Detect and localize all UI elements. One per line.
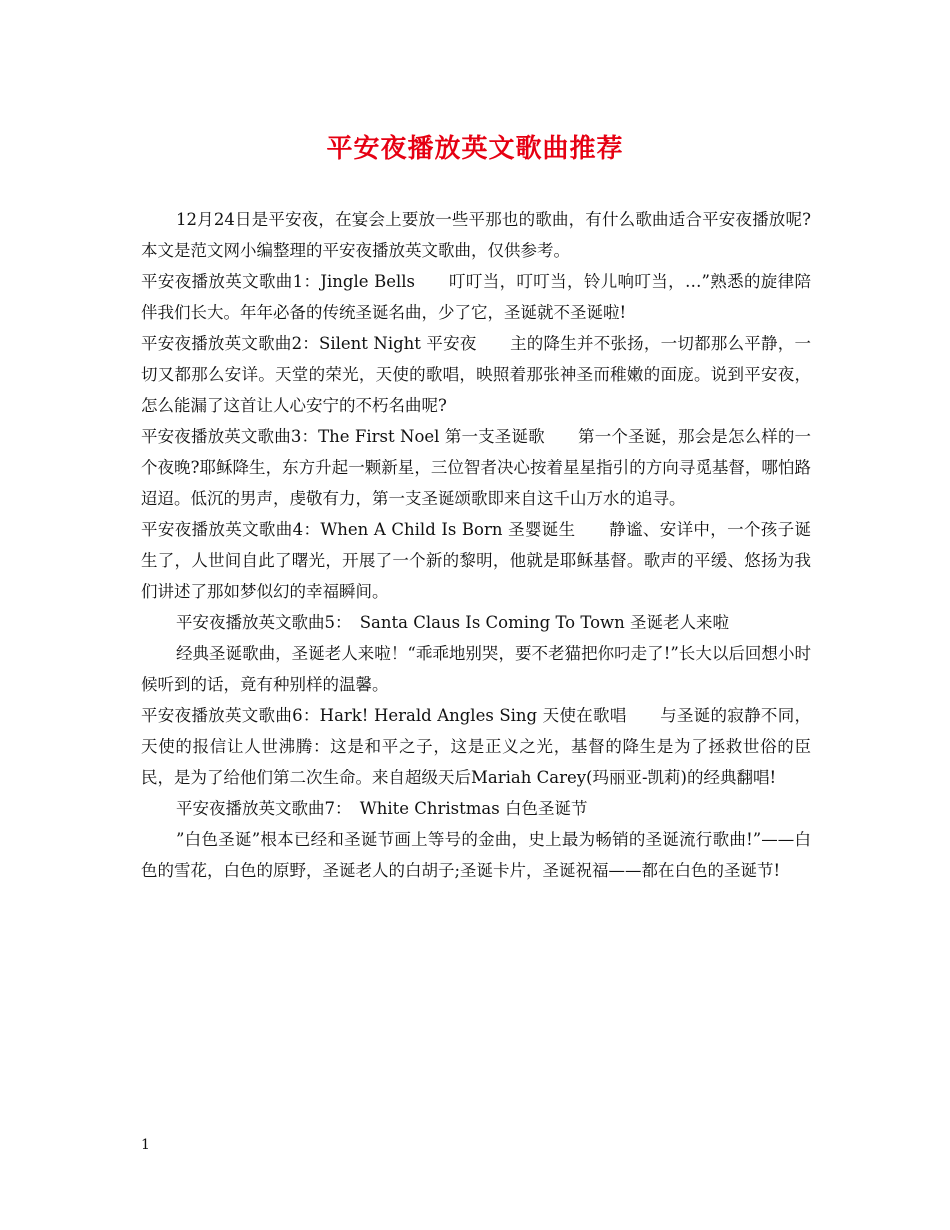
document-body <box>141 204 811 886</box>
song-5-description: 经典圣诞歌曲，圣诞老人来啦！“乖乖地别哭，要不老猫把你叼走了!”长大以后回想小时候听到的话，竟有种别样的温馨。 <box>141 644 811 694</box>
song-5-heading: 平安夜播放英文歌曲5： Santa Claus Is Coming To Town 圣诞老人来啦 <box>176 613 730 632</box>
song-7-heading: 平安夜播放英文歌曲7： White Christmas 白色圣诞节 <box>176 799 588 818</box>
song-1-paragraph: 平安夜播放英文歌曲1：Jingle Bells 叮叮当，叮叮当，铃儿响叮当，…”熟悉的旋律陪伴我们长大。年年必备的传统圣诞名曲，少了它，圣诞就不圣诞啦! <box>141 272 811 322</box>
song-7-description: ”白色圣诞”根本已经和圣诞节画上等号的金曲，史上最为畅销的圣诞流行歌曲!”——白色的雪花，白色的原野，圣诞老人的白胡子;圣诞卡片，圣诞祝福——都在白色的圣诞节! <box>141 830 811 880</box>
song-3-paragraph: 平安夜播放英文歌曲3：The First Noel 第一支圣诞歌 第一个圣诞，那会是怎么样的一个夜晚?耶稣降生，东方升起一颗新星，三位智者决心按着星星指引的方向寻觅基督，哪怕路迢迢。低沉的男声，虔敬有力，第一支圣诞颂歌即来自这千山万水的追寻。 <box>141 427 811 508</box>
document-title: 平安夜播放英文歌曲推荐 <box>326 134 624 164</box>
song-6-paragraph: 平安夜播放英文歌曲6：Hark! Herald Angles Sing 天使在歌唱 与圣诞的寂静不同，天使的报信让人世沸腾：这是和平之子，这是正义之光，基督的降生是为了拯救世俗的臣民，是为了给他们第二次生命。来自超级天后Mariah Carey(玛丽亚-凯莉)的经典翻唱! <box>141 706 811 787</box>
song-2-paragraph: 平安夜播放英文歌曲2：Silent Night 平安夜 主的降生并不张扬，一切都那么平静，一切又都那么安详。天堂的荣光，天使的歌唱，映照着那张神圣而稚嫩的面庞。说到平安夜，怎么能漏了这首让人心安宁的不朽名曲呢? <box>141 334 811 415</box>
song-4-paragraph: 平安夜播放英文歌曲4：When A Child Is Born 圣婴诞生 静谧、安详中，一个孩子诞生了，人世间自此了曙光，开展了一个新的黎明，他就是耶稣基督。歌声的平缓、悠扬为我们讲述了那如梦似幻的幸福瞬间。 <box>141 520 811 601</box>
intro-paragraph: 12月24日是平安夜，在宴会上要放一些平那也的歌曲，有什么歌曲适合平安夜播放呢?本文是范文网小编整理的平安夜播放英文歌曲，仅供参考。 <box>141 210 811 260</box>
page-number: 1 <box>141 1137 150 1153</box>
